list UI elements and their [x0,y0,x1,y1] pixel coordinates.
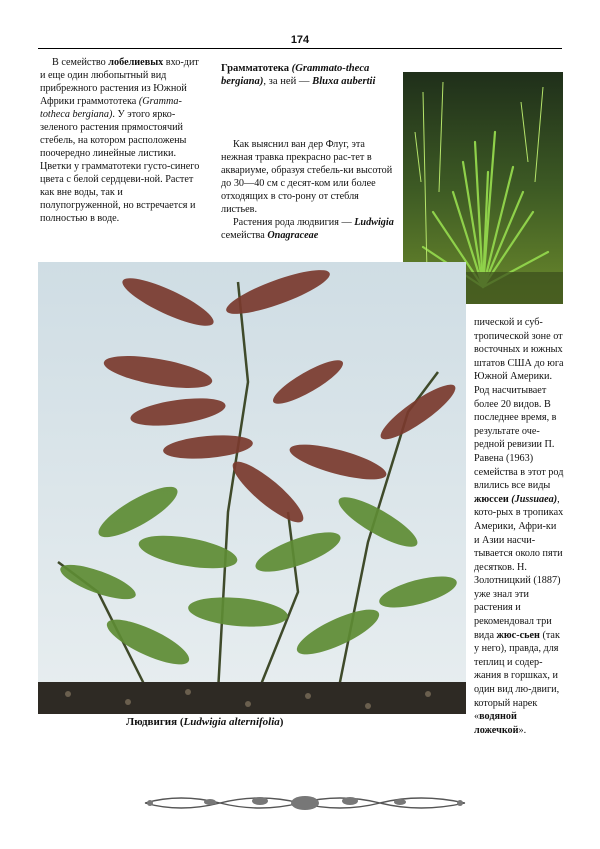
ludwigia-photo [38,262,466,714]
header-rule [38,48,562,49]
paragraph: пической и суб-тропической зоне от восточных и южных штатов США до юга Южной Америки. Род насчитывает более 20 видов. В последнее время, в результате оче-редной ревизии П. Равена (1963) семейства в этот род влились все виды жюссеи (Jussuaea), кото-рых в тропиках Америки, Афри-ки и Азии насчи-тывается около пяти десятков. Н. Золотницкий (1887) уже знал эти растения и рекомендовал три вида жюс-сьен (так у него), правда, для теплиц и содер-жания в горшках, и один вид лю-двиги, который нарек «водяной ложечкой». [474,317,564,736]
text-column-left [40,56,200,225]
photo-caption-ludwigia: Людвигия (Ludwigia alternifolia) [126,716,284,728]
text-column-right [474,316,564,737]
paragraph: Растения рода людвигия — Ludwigia семейства Onagraceae [221,217,394,241]
photo-caption-grammatotheca: Грамматотека (Grammato-theca bergiana), за ней — Bluxa aubertii [221,63,376,87]
paragraph: В семейство лобелиевых вхо-дит и еще один любопытный вид прибрежного растения из Южной Африки граммототека (Gramma-totheca bergiana). У этого ярко-зеленого растения прямостоячий стебель, на котором расположены поочередно линейные листики. Цветки у грамматотеки густо-синего цвета с белой сердцеви-ной. Растет как вне воды, так и полупогруженной, но встречается и полностью в воде. [40,57,200,224]
paragraph: Как выяснил ван дер Флуг, эта нежная травка прекрасно рас-тет в аквариуме, образуя стебель-ки высотой до 30—40 см с десят-ком или более отходящих в сто-рону от стебля листьев. [221,139,393,215]
text-column-middle [221,62,395,242]
page-number: 174 [290,34,310,46]
decorative-ornament [140,788,470,818]
